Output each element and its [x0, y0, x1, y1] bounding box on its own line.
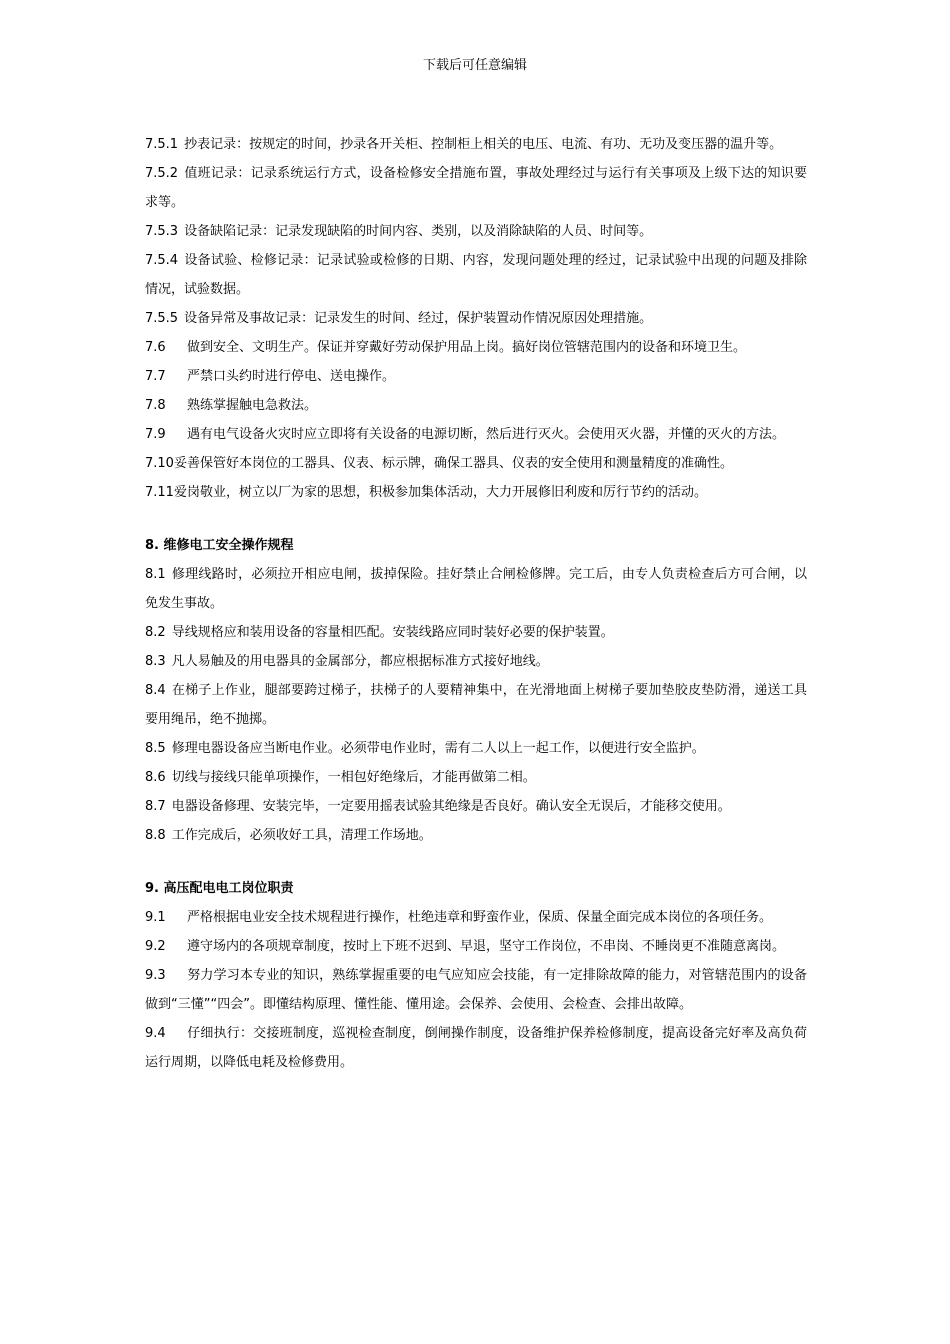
clause-text: 熟练掌握触电急救法。 [187, 398, 318, 413]
clause-8-7 [145, 792, 807, 821]
clause-text: 抄表记录：按规定的时间，抄录各开关柜、控制柜上相关的电压、电流、有功、无功及变压器的温升等。 [184, 137, 783, 152]
clause-text: 遵守场内的各项规章制度，按时上下班不迟到、早退，坚守工作岗位，不串岗、不睡岗更不准随意离岗。 [187, 939, 786, 954]
clause-number: 8.2 [145, 625, 166, 640]
document-body [145, 130, 807, 1077]
clause-7-5-2 [145, 159, 807, 217]
clause-text: 切线与接线只能单项操作，一相包好绝缘后，才能再做第二相。 [171, 770, 536, 785]
clause-number: 7.10 [145, 456, 174, 471]
clause-number: 8.6 [145, 770, 166, 785]
clause-7-7 [145, 362, 807, 391]
clause-text: 爱岗敬业，树立以厂为家的思想，积极参加集体活动，大力开展修旧利废和厉行节约的活动。 [173, 485, 707, 500]
clause-text: 设备试验、检修记录：记录试验或检修的日期、内容，发现问题处理的经过，记录试验中出现的问题及排除情况，试验数据。 [145, 253, 807, 297]
clause-number: 8.1 [145, 567, 166, 582]
clause-9-3 [145, 961, 807, 1019]
clause-7-5-3 [145, 217, 807, 246]
clause-number: 7.5.2 [145, 166, 179, 181]
clause-7-11 [145, 478, 807, 507]
section-7 [145, 130, 807, 507]
page-header: 下载后可任意编辑 [422, 58, 527, 73]
clause-number: 8.4 [145, 683, 166, 698]
clause-text: 值班记录：记录系统运行方式，设备检修安全措施布置，事故处理经过与运行有关事项及上级下达的知识要求等。 [145, 166, 807, 210]
clause-text: 努力学习本专业的知识，熟练掌握重要的电气应知应会技能，有一定排除故障的能力，对管辖范围内的设备做到“三懂”“四会”。即懂结构原理、懂性能、懂用途。会保养、会使用、会检查、会排出故障。 [145, 968, 807, 1012]
clause-text: 修理线路时，必须拉开相应电闸，拔掉保险。挂好禁止合闸检修牌。完工后，由专人负责检查后方可合闸，以免发生事故。 [145, 567, 807, 611]
section-8 [145, 531, 807, 850]
clause-number: 7.7 [145, 369, 166, 384]
clause-number: 7.9 [145, 427, 166, 442]
clause-7-5-1 [145, 130, 807, 159]
clause-number: 7.5.5 [145, 311, 179, 326]
clause-8-3 [145, 647, 807, 676]
clause-text: 凡人易触及的用电器具的金属部分，都应根据标准方式接好地线。 [171, 654, 549, 669]
clause-number: 7.5.1 [145, 137, 179, 152]
clause-7-10 [145, 449, 807, 478]
clause-8-8 [145, 821, 807, 850]
clause-text: 工作完成后，必须收好工具，清理工作场地。 [171, 828, 432, 843]
clause-text: 导线规格应和装用设备的容量相匹配。安装线路应同时装好必要的保护装置。 [171, 625, 614, 640]
clause-number: 8.3 [145, 654, 166, 669]
clause-number: 9.4 [145, 1026, 166, 1041]
clause-text: 设备缺陷记录：记录发现缺陷的时间内容、类别，以及消除缺陷的人员、时间等。 [184, 224, 653, 239]
clause-7-8 [145, 391, 807, 420]
clause-number: 9.3 [145, 968, 166, 983]
clause-text: 在梯子上作业，腿部要跨过梯子，扶梯子的人要精神集中，在光滑地面上树梯子要加垫胶皮垫防滑，递送工具要用绳吊，绝不抛掷。 [145, 683, 807, 727]
section-spacer [145, 850, 807, 874]
clause-number: 8.5 [145, 741, 166, 756]
clause-9-2 [145, 932, 807, 961]
clause-text: 严禁口头约时进行停电、送电操作。 [187, 369, 396, 384]
clause-9-4 [145, 1019, 807, 1077]
clause-number: 7.5.3 [145, 224, 179, 239]
section-9-title: 9. 高压配电电工岗位职责 [145, 881, 294, 896]
clause-text: 修理电器设备应当断电作业。必须带电作业时，需有二人以上一起工作，以便进行安全监护。 [171, 741, 705, 756]
clause-7-5-4 [145, 246, 807, 304]
clause-number: 9.1 [145, 910, 166, 925]
section-9 [145, 874, 807, 1077]
clause-number: 7.8 [145, 398, 166, 413]
clause-text: 做到安全、文明生产。保证并穿戴好劳动保护用品上岗。搞好岗位管辖范围内的设备和环境卫生。 [187, 340, 747, 355]
clause-9-1 [145, 903, 807, 932]
clause-8-5 [145, 734, 807, 763]
clause-number: 7.5.4 [145, 253, 179, 268]
clause-text: 电器设备修理、安装完毕，一定要用摇表试验其绝缘是否良好。确认安全无误后，才能移交使用。 [171, 799, 731, 814]
clause-text: 设备异常及事故记录：记录发生的时间、经过，保护装置动作情况原因处理措施。 [184, 311, 653, 326]
clause-7-5-5 [145, 304, 807, 333]
section-8-title: 8. 维修电工安全操作规程 [145, 538, 294, 553]
clause-text: 严格根据电业安全技术规程进行操作，杜绝违章和野蛮作业，保质、保量全面完成本岗位的各项任务。 [187, 910, 773, 925]
clause-8-4 [145, 676, 807, 734]
clause-text: 遇有电气设备火灾时应立即将有关设备的电源切断，然后进行灭火。会使用灭火器，并懂的灭火的方法。 [187, 427, 786, 442]
clause-8-2 [145, 618, 807, 647]
clause-text: 仔细执行：交接班制度，巡视检查制度，倒闸操作制度，设备维护保养检修制度，提高设备完好率及高负荷运行周期，以降低电耗及检修费用。 [145, 1026, 807, 1070]
clause-8-6 [145, 763, 807, 792]
section-spacer [145, 507, 807, 531]
clause-number: 8.8 [145, 828, 166, 843]
clause-text: 妥善保管好本岗位的工器具、仪表、标示牌，确保工器具、仪表的安全使用和测量精度的准确性。 [173, 456, 733, 471]
clause-number: 8.7 [145, 799, 166, 814]
clause-number: 7.6 [145, 340, 166, 355]
clause-7-6 [145, 333, 807, 362]
clause-number: 9.2 [145, 939, 166, 954]
clause-number: 7.11 [145, 485, 174, 500]
clause-7-9 [145, 420, 807, 449]
clause-8-1 [145, 560, 807, 618]
